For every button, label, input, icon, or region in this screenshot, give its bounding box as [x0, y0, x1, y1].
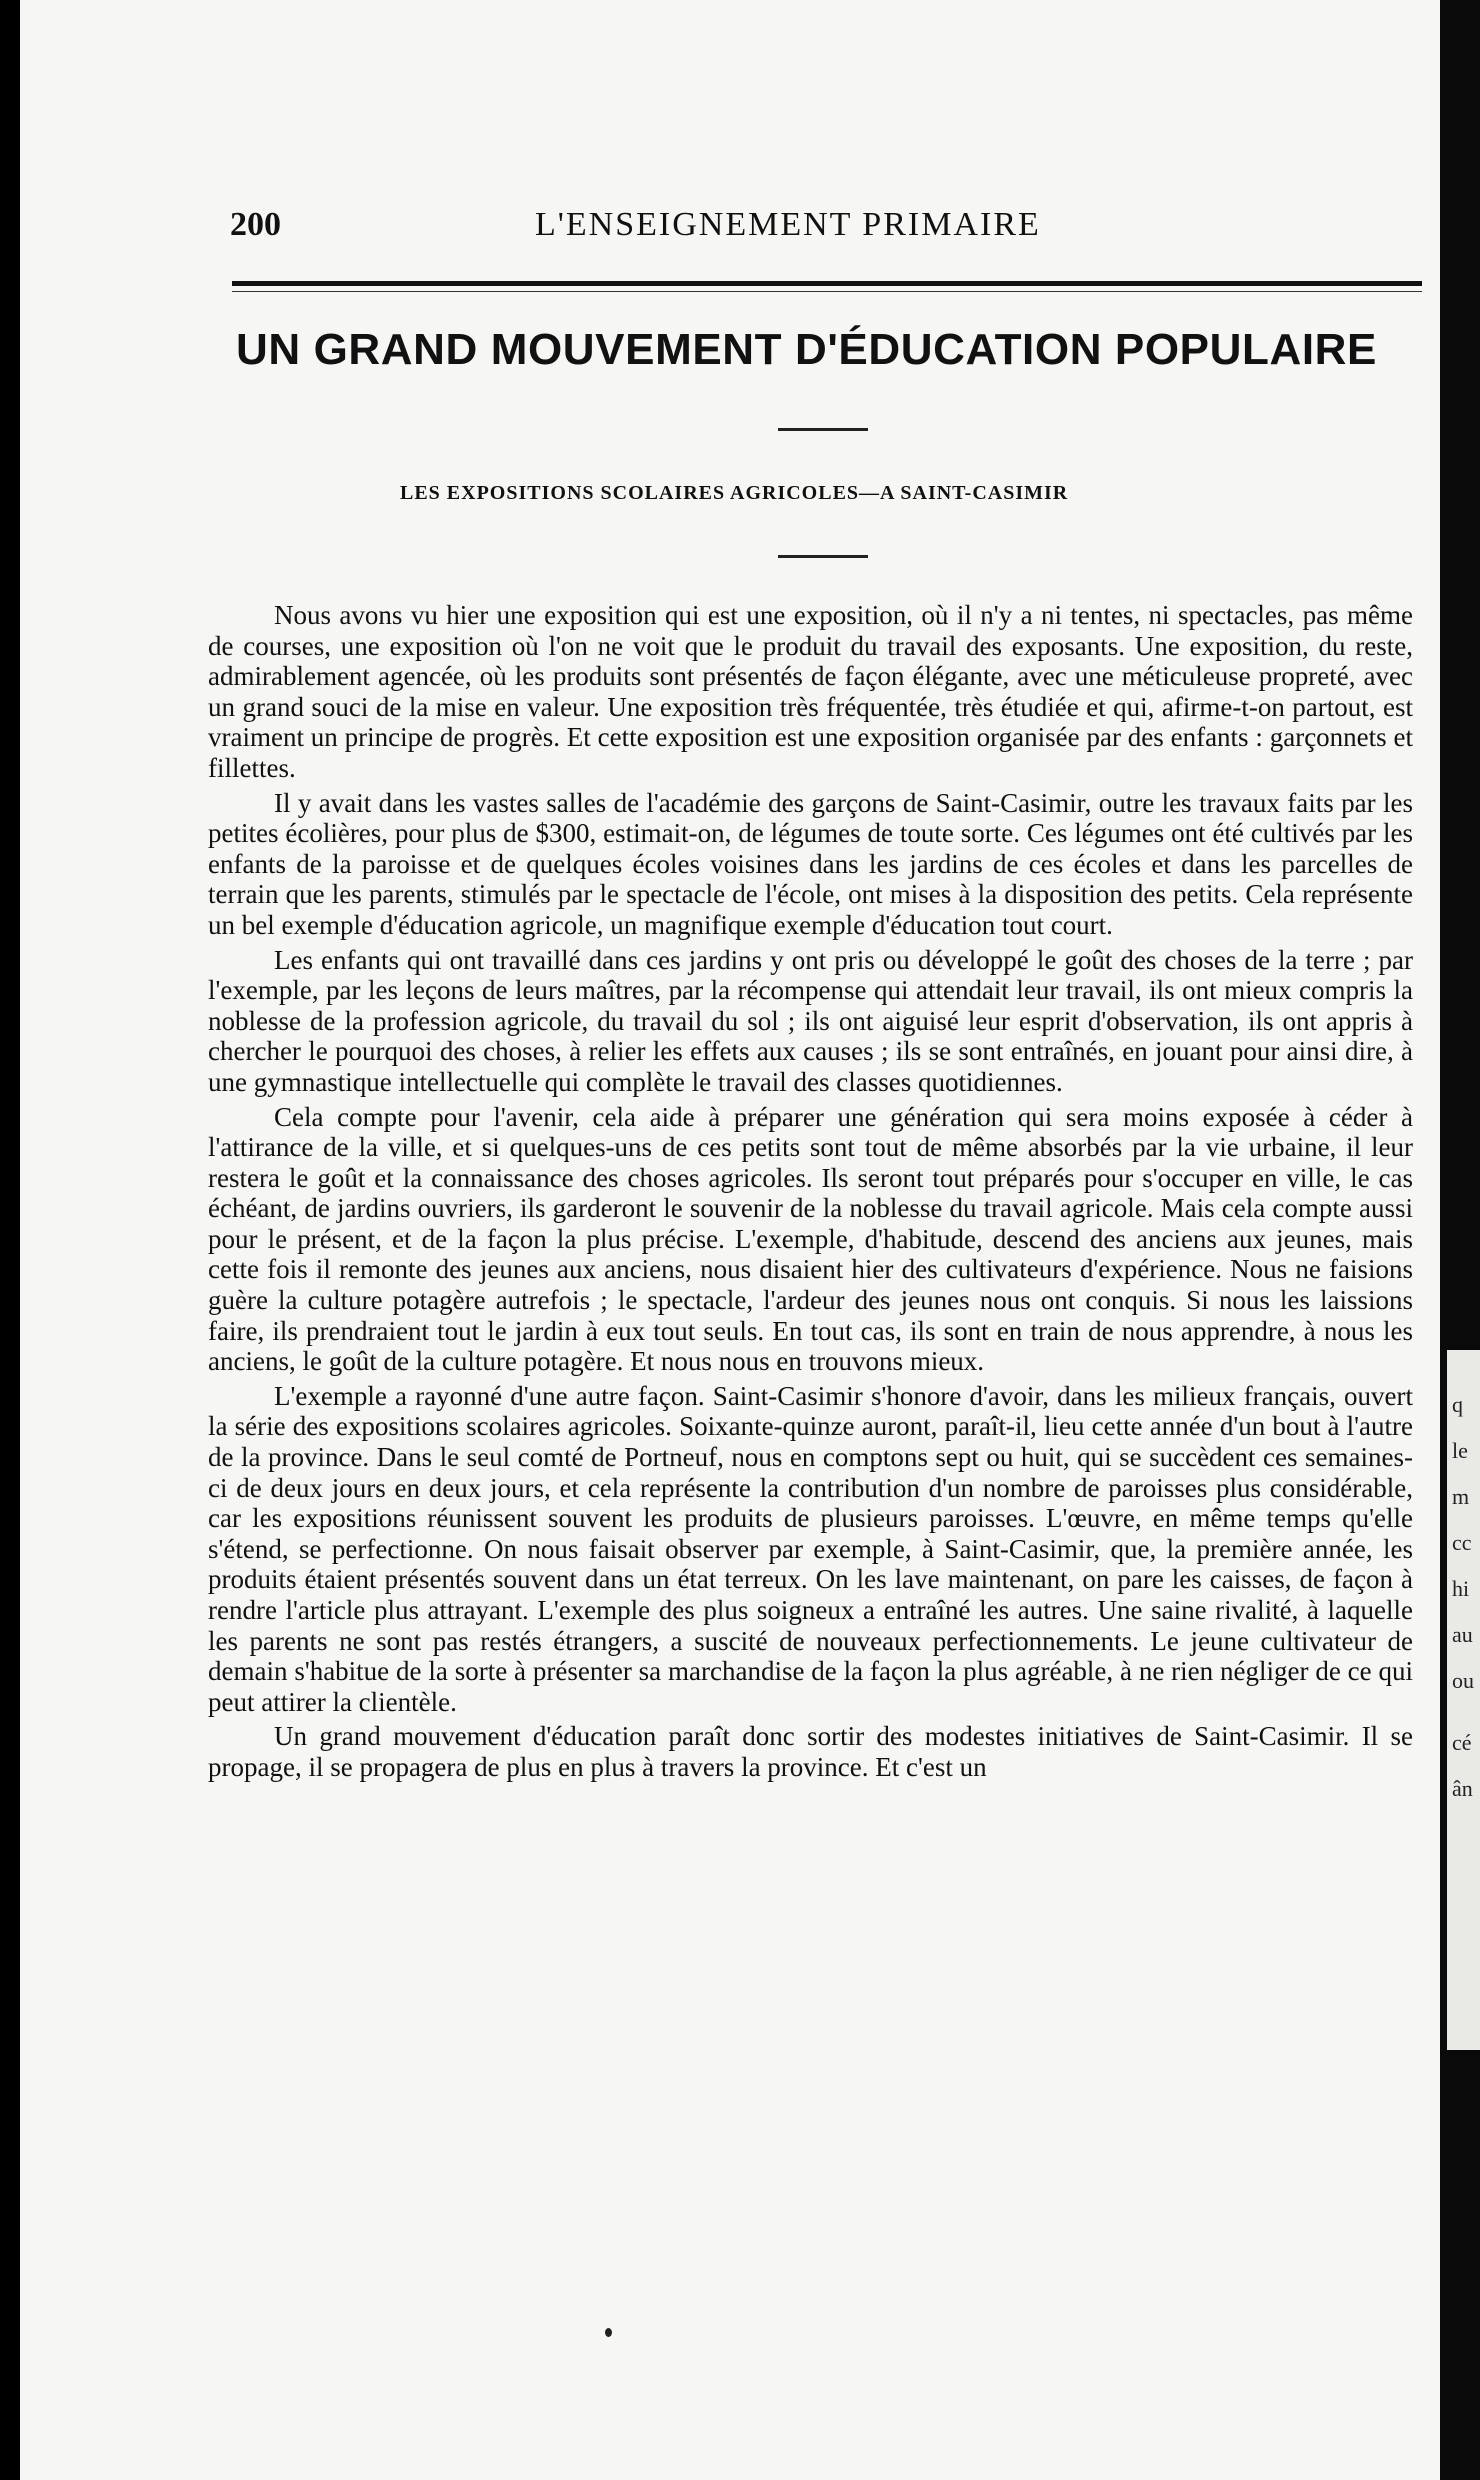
print-speck	[605, 2328, 612, 2337]
margin-fragment: m	[1452, 1484, 1470, 1509]
running-title: L'ENSEIGNEMENT PRIMAIRE	[535, 206, 1041, 243]
margin-fragment: le	[1452, 1438, 1468, 1463]
page-header	[230, 206, 1130, 256]
paragraph: Nous avons vu hier une exposition qui est une exposition, où il n'y a ni tentes, ni spectacles, pas même de courses, une exposition où l'on ne voit que le produit du travail des exposants. Une exposition, du reste, admirablement agencée, où les produits sont présentés de façon élégante, avec une méticuleuse propreté, avec un grand souci de la mise en valeur. Une exposition très fréquentée, très étudiée et qui, afirme-t-on partout, est vraiment un principe de progrès. Et cette exposition est une exposition organisée par des enfants : garçonnets et fillettes.	[208, 600, 1413, 783]
paragraph: Cela compte pour l'avenir, cela aide à préparer une génération qui sera moins exposée à céder à l'attirance de la ville, et si quelques-uns de ces petits sont tout de même absorbés par la vie urbaine, il leur restera le goût et la connaissance des choses agricoles. Ils seront tout préparés pour s'occuper en ville, le cas échéant, de jardins ouvriers, ils garderont le souvenir de la noblesse du travail agricole. Mais cela compte aussi pour le présent, et de la façon la plus précise. L'exemple, d'habitude, descend des anciens aux jeunes, mais cette fois il remonte des jeunes aux anciens, nous disaient hier des cultivateurs d'expérience. Nous ne faisions guère la culture potagère autrefois ; le spectacle, l'ardeur des jeunes nous ont conquis. Si nous les laissions faire, ils prendraient tout le jardin à eux tout seuls. En tout cas, ils sont en train de nous apprendre, à nous les anciens, le goût de la culture potagère. Et nous nous en trouvons mieux.	[208, 1101, 1413, 1377]
margin-fragment: ân	[1452, 1776, 1473, 1801]
article-title: UN GRAND MOUVEMENT D'ÉDUCATION POPULAIRE	[236, 325, 1377, 374]
header-rule	[232, 281, 1422, 286]
paragraph: Un grand mouvement d'éducation paraît donc sortir des modestes initiatives de Saint-Casimir. Il se propage, il se propagera de plus en plus à travers la province. Et c'est un	[208, 1721, 1413, 1782]
facing-page-edge	[1440, 0, 1480, 2480]
article-subtitle: LES EXPOSITIONS SCOLAIRES AGRICOLES—A SAINT-CASIMIR	[400, 482, 1069, 504]
margin-fragment: hi	[1452, 1576, 1470, 1601]
paragraph: L'exemple a rayonné d'une autre façon. Saint-Casimir s'honore d'avoir, dans les milieux français, ouvert la série des expositions scolaires agricoles. Soixante-quinze auront, paraît-il, lieu cette année d'un bout à l'autre de la province. Dans le seul comté de Portneuf, nous en comptons sept ou huit, qui se succèdent ces semaines-ci de deux jours en deux jours, et cela représente la contribution d'un nombre de paroisses plus considérable, car les expositions réunissent souvent les produits de plusieurs paroisses. L'œuvre, en même temps qu'elle s'étend, se perfectionne. On nous faisait observer par exemple, à Saint-Casimir, que, la première année, les produits étaient présentés souvent dans un état terreux. On les lave maintenant, on pare les caisses, de façon à rendre l'article plus attrayant. L'exemple des plus soigneux a entraîné les autres. Une saine rivalité, à laquelle les parents ne sont pas restés étrangers, a suscité de nouveaux perfectionnements. Le jeune cultivateur de demain s'habitue de la sorte à présenter sa marchandise de la façon la plus agréable, à ne rien négliger de ce qui peut attirer la clientèle.	[208, 1380, 1413, 1717]
margin-fragment: cc	[1452, 1530, 1472, 1555]
subtitle-divider	[778, 555, 868, 558]
paragraph: Il y avait dans les vastes salles de l'académie des garçons de Saint-Casimir, outre les travaux faits par les petites écolières, pour plus de $300, estimait-on, de légumes de toute sorte. Ces légumes ont été cultivés par les enfants de la paroisse et de quelques écoles voisines dans les jardins de ces écoles et dans les parcelles de terrain que les parents, stimulés par le spectacle de l'école, ont mises à la disposition des petits. Cela représente un bel exemple d'éducation agricole, un magnifique exemple d'éducation tout court.	[208, 787, 1413, 940]
paragraph: Les enfants qui ont travaillé dans ces jardins y ont pris ou développé le goût des choses de la terre ; par l'exemple, par les leçons de leurs maîtres, par la récompense qui attendait leur travail, ils ont mieux compris la noblesse de la profession agricole, du travail du sol ; ils ont aiguisé leur esprit d'observation, ils ont appris à chercher le pourquoi des choses, à relier les effets aux causes ; ils se sont entraînés, en jouant pour ainsi dire, à une gymnastique intellectuelle qui complète le travail des classes quotidiennes.	[208, 944, 1413, 1097]
title-divider	[778, 428, 868, 431]
margin-fragment: q	[1452, 1392, 1463, 1417]
page-number: 200	[230, 206, 281, 243]
article-body	[208, 600, 1413, 1783]
margin-fragment: cé	[1452, 1730, 1472, 1755]
header-rule-thin	[232, 291, 1422, 292]
margin-fragment: ou	[1452, 1668, 1474, 1693]
margin-fragment: au	[1452, 1622, 1473, 1647]
